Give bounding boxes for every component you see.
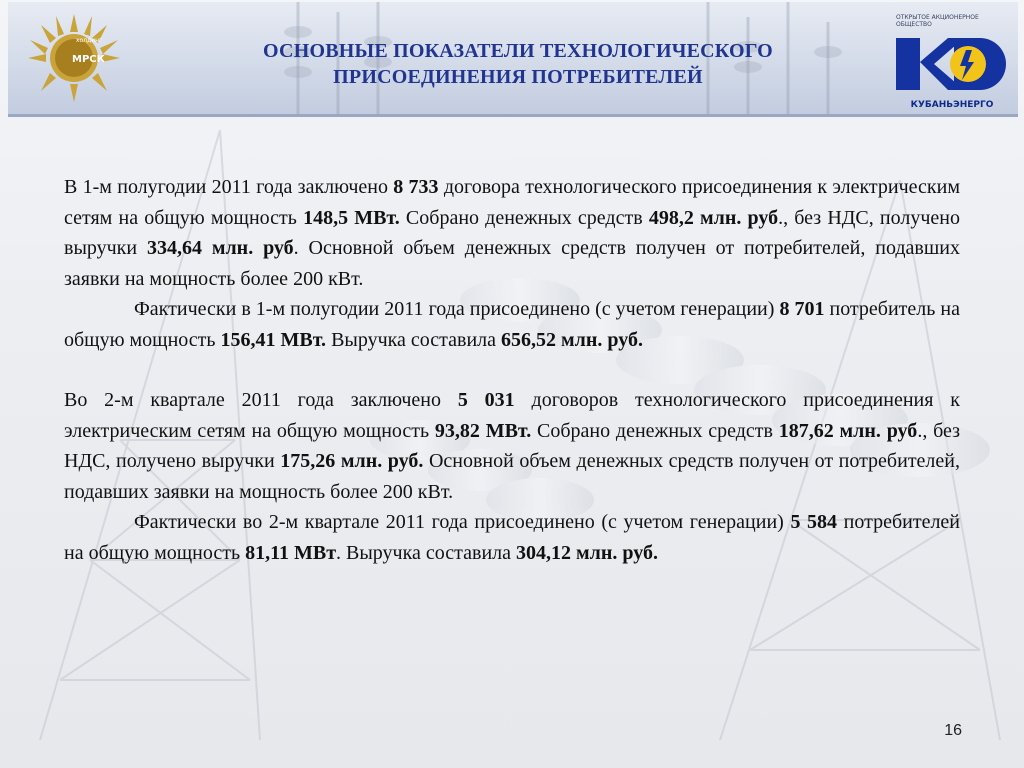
page-title-line-2: ПРИСОЕДИНЕНИЯ ПОТРЕБИТЕЛЕЙ [333, 66, 703, 88]
kubanenergo-emblem-icon [896, 32, 1008, 96]
funds-collected: 187,62 млн. руб [778, 419, 918, 442]
contracts-count: 5 031 [457, 389, 515, 411]
connected-revenue: 656,52 млн. руб. [501, 328, 644, 351]
text-segment: Фактически во 2-м квартале 2011 года присоединено (с учетом генерации) [134, 511, 791, 533]
contracts-power: 93,82 МВт. [434, 419, 532, 442]
contracts-count: 8 733 [393, 176, 439, 198]
text-segment: . Основной объем денежных средств получен от потребителей, подавших заявки на мощность более 200 кВт. [64, 237, 960, 290]
connected-power: 81,11 МВт [245, 541, 337, 564]
text-segment: договора технологического присоединения к электрическим сетям на общую мощность [64, 176, 960, 229]
text-segment: ., без НДС, получено выручки [64, 419, 961, 472]
revenue-received: 175,26 млн. руб. [280, 450, 424, 472]
paragraph-gap [64, 355, 960, 385]
contracts-power: 148,5 МВт. [303, 206, 400, 229]
funds-collected: 498,2 млн. руб [648, 206, 779, 229]
quarter-contracts-paragraph [64, 385, 960, 507]
text-segment: потребителей на общую мощность [64, 511, 961, 564]
text-segment: В 1-м полугодии 2011 года заключено [64, 176, 394, 198]
half-year-connected-paragraph [64, 294, 960, 355]
quarter-connected-paragraph [64, 507, 960, 568]
connected-consumers-count: 8 701 [779, 298, 825, 320]
connected-power: 156,41 МВт. [220, 328, 327, 351]
mrsk-logo-small-text: холдинг [76, 37, 103, 44]
page-title-line-1: ОСНОВНЫЕ ПОКАЗАТЕЛИ ТЕХНОЛОГИЧЕСКОГО [263, 40, 773, 62]
text-segment: Выручка составила [326, 328, 502, 351]
revenue-received: 334,64 млн. руб [146, 237, 294, 259]
text-segment: Собрано денежных средств [531, 419, 779, 442]
page-title [138, 38, 898, 90]
report-body [64, 172, 960, 568]
kubanenergo-logo-name: КУБАНЬЭНЕРГО [910, 100, 994, 110]
half-year-contracts-paragraph [64, 172, 960, 294]
kubanenergo-logo [896, 14, 1008, 110]
text-segment: Собрано денежных средств [399, 206, 649, 229]
mrsk-logo [24, 12, 124, 104]
connected-revenue: 304,12 млн. руб. [516, 541, 658, 564]
text-segment: . Выручка составила [336, 541, 517, 564]
text-segment: Основной объем денежных средств получен от потребителей, подавших заявки на мощность более 200 кВт. [64, 450, 960, 503]
mrsk-logo-name: МРСК [72, 54, 105, 65]
text-segment: ., без НДС, получено выручки [64, 206, 960, 259]
connected-consumers-count: 5 584 [790, 511, 838, 533]
text-segment: договоров технологического присоединения к электрическим сетям на общую мощность [64, 389, 961, 442]
header-banner [8, 2, 1018, 117]
text-segment: потребитель на общую мощность [64, 298, 960, 351]
text-segment: Во 2-м квартале 2011 года заключено [64, 389, 458, 411]
text-segment: Фактически в 1-м полугодии 2011 года присоединено (с учетом генерации) [134, 298, 780, 320]
kubanenergo-logo-caption: ОТКРЫТОЕ АКЦИОНЕРНОЕ ОБЩЕСТВО [896, 14, 979, 28]
page-number: 16 [944, 722, 962, 739]
